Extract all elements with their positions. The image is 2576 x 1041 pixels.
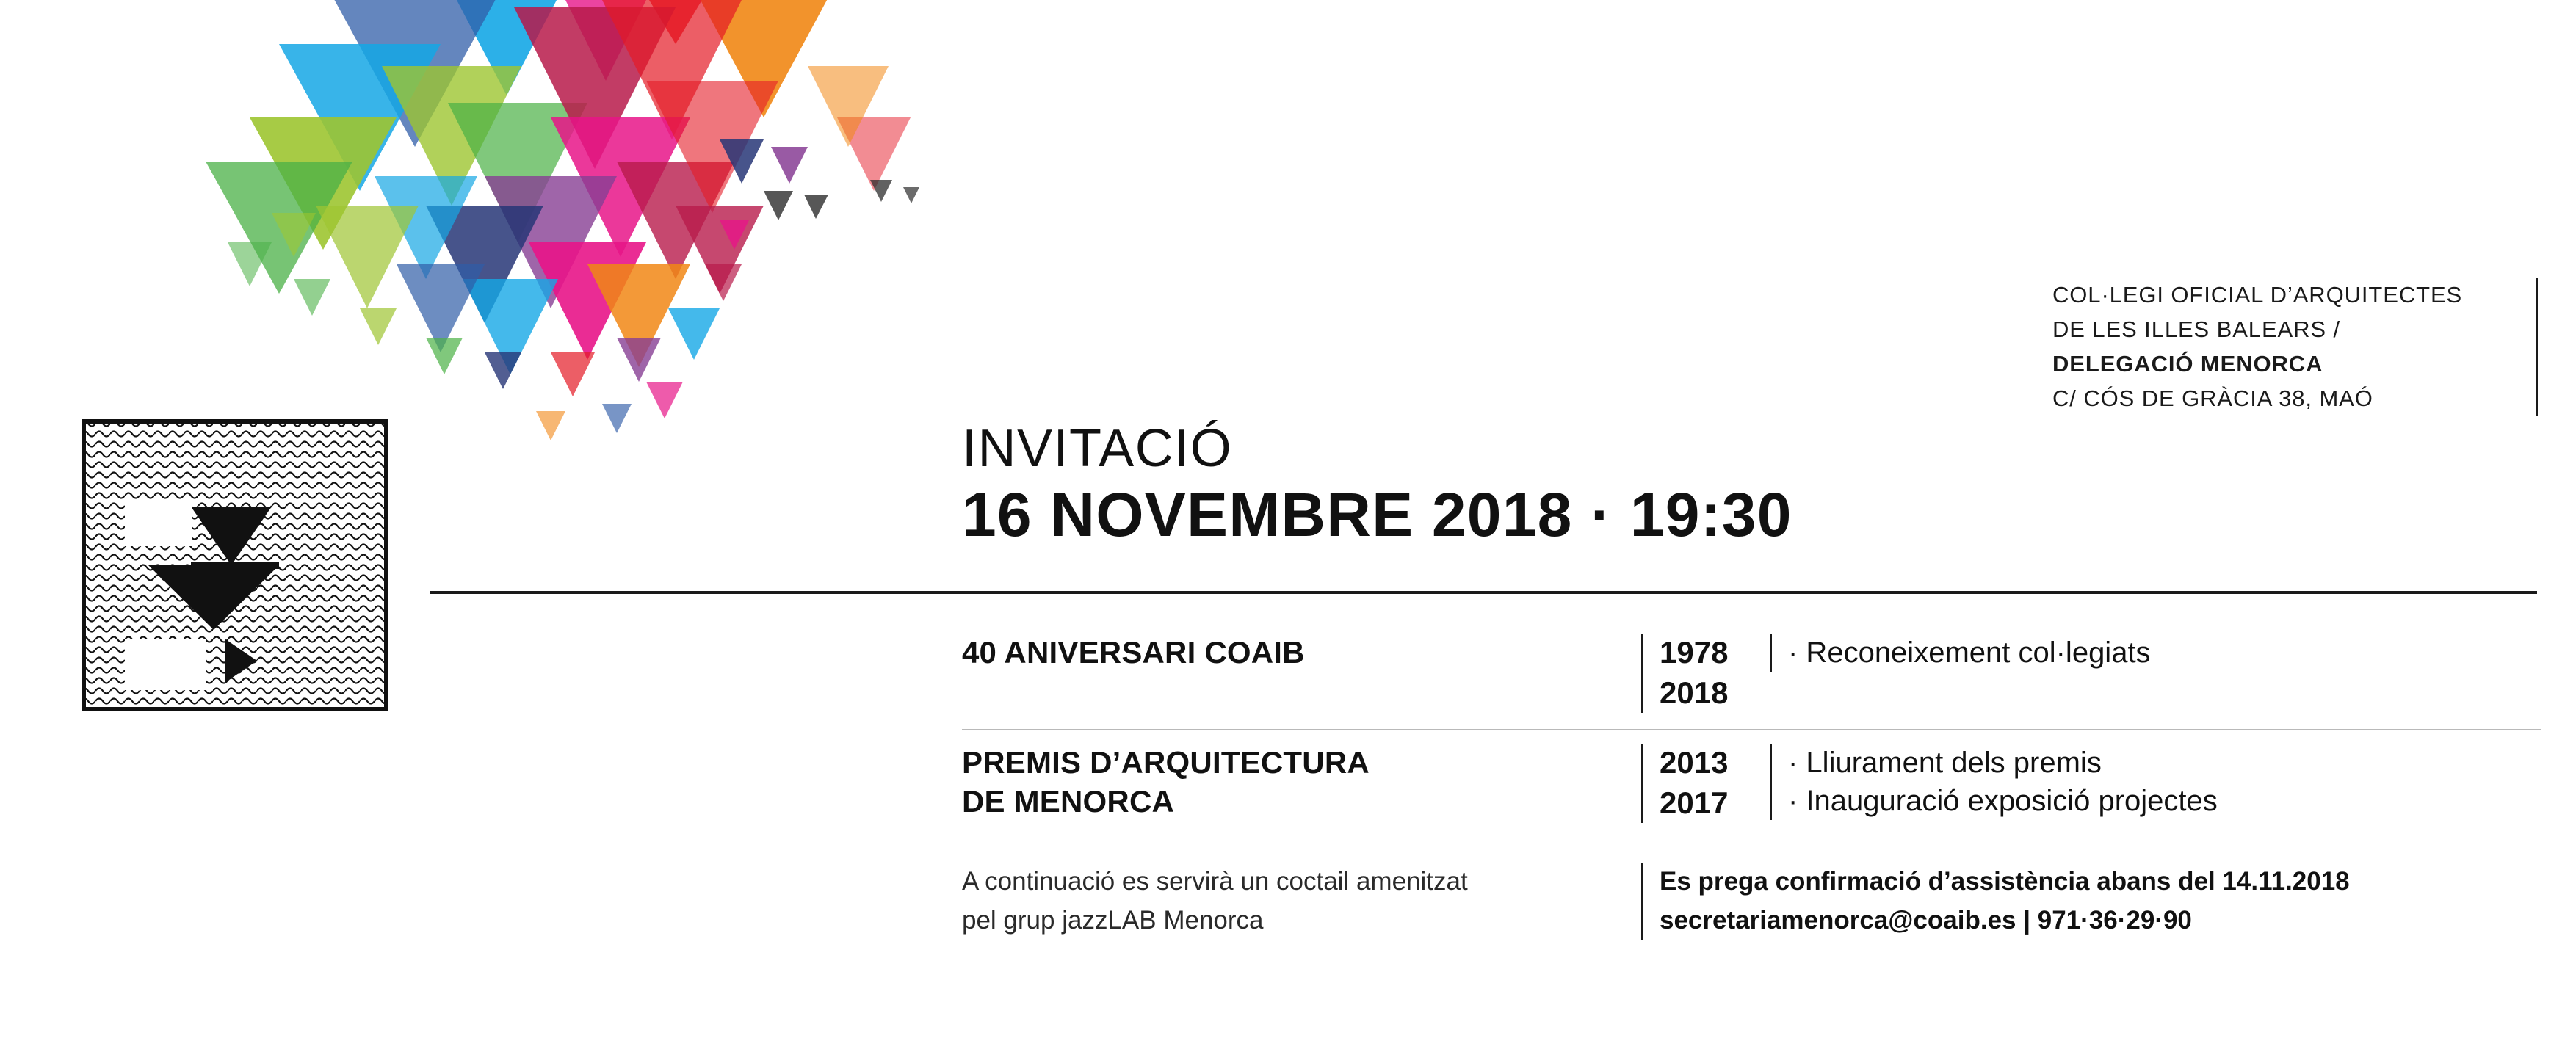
invitation-heading [962, 419, 1792, 549]
program-table [962, 620, 2541, 839]
footer-note-line-2: pel grup jazzLAB Menorca [962, 905, 1264, 935]
program-row-awards [962, 730, 2541, 839]
program-items [1770, 744, 2218, 820]
footer-note-line-1: A continuació es servirà un coctail amenitzat [962, 867, 1468, 896]
footer [962, 863, 2541, 940]
program-title-line-2: DE MENORCA [962, 783, 1175, 819]
coaib-logo-mark [81, 418, 415, 727]
program-year: 2013 [1660, 744, 1729, 780]
address-line-1: COL·LEGI OFICIAL D’ARQUITECTES [2052, 282, 2463, 308]
address-line-3: DELEGACIÓ MENORCA [2052, 351, 2323, 377]
heading-divider [430, 591, 2537, 594]
footer-rsvp-line-1: Es prega confirmació d’assistència abans del 14.11.2018 [1660, 867, 2350, 896]
program-item: · Reconeixement col·legiats [1788, 636, 2151, 669]
footer-note [962, 863, 1641, 940]
program-row-anniversary [962, 620, 2541, 730]
program-year: 2017 [1660, 785, 1729, 820]
footer-rsvp [1641, 863, 2350, 940]
address-line-4: C/ CÓS DE GRÀCIA 38, MAÓ [2052, 385, 2373, 412]
invitation-date: 16 NOVEMBRE 2018 · 19:30 [962, 480, 1792, 549]
organization-address [2052, 278, 2538, 416]
program-item: · Lliurament dels premis [1788, 746, 2102, 779]
footer-rsvp-contact[interactable]: secretariamenorca@coaib.es | 971·36·29·90 [1660, 905, 2192, 935]
invitation-word: INVITACIÓ [962, 419, 1233, 478]
program-years [1641, 634, 1770, 713]
program-item: · Inauguració exposició projectes [1788, 784, 2218, 817]
program-title: 40 ANIVERSARI COAIB [962, 635, 1305, 670]
program-year: 1978 [1660, 635, 1729, 670]
program-years [1641, 744, 1770, 823]
program-title [962, 744, 1641, 821]
address-line-2: DE LES ILLES BALEARS / [2052, 316, 2340, 343]
program-year: 2018 [1660, 675, 1729, 710]
program-items [1770, 634, 2151, 672]
program-title-line-1: PREMIS D’ARQUITECTURA [962, 744, 1370, 780]
